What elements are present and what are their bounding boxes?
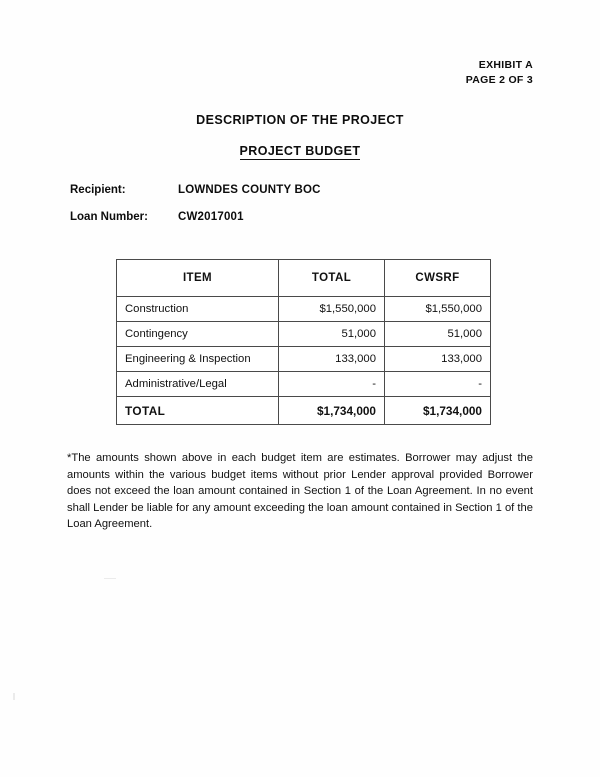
- row-item-label: Contingency: [117, 322, 279, 347]
- loan-number-value: CW2017001: [178, 211, 244, 223]
- column-header-cwsrf: CWSRF: [385, 260, 491, 297]
- loan-number-row: [70, 211, 244, 223]
- page-label: PAGE 2 OF 3: [465, 74, 533, 86]
- total-row-cwsrf-value: $1,734,000: [385, 397, 491, 425]
- table-row: [117, 347, 491, 372]
- row-cwsrf-value: 133,000: [385, 347, 491, 372]
- document-header: [0, 58, 533, 88]
- exhibit-label: EXHIBIT A: [478, 59, 533, 71]
- row-cwsrf-value: 51,000: [385, 322, 491, 347]
- row-cwsrf-value: -: [385, 372, 491, 397]
- column-header-item: ITEM: [117, 260, 279, 297]
- page-subtitle: [0, 144, 600, 158]
- row-total-value: 51,000: [279, 322, 385, 347]
- total-row-total-value: $1,734,000: [279, 397, 385, 425]
- table-row: [117, 297, 491, 322]
- table-row: [117, 322, 491, 347]
- project-budget-table: [116, 259, 491, 425]
- total-row-label: TOTAL: [117, 397, 279, 425]
- recipient-row: [70, 184, 321, 196]
- recipient-value: LOWNDES COUNTY BOC: [178, 184, 321, 196]
- page-subtitle-text: PROJECT BUDGET: [239, 144, 361, 158]
- row-cwsrf-value: $1,550,000: [385, 297, 491, 322]
- scan-artifact: [13, 693, 15, 700]
- scan-artifact: [104, 578, 116, 579]
- row-item-label: Administrative/Legal: [117, 372, 279, 397]
- row-item-label: Engineering & Inspection: [117, 347, 279, 372]
- row-item-label: Construction: [117, 297, 279, 322]
- recipient-label: Recipient:: [70, 184, 126, 196]
- table-row: [117, 372, 491, 397]
- table-header-row: [117, 260, 491, 297]
- row-total-value: -: [279, 372, 385, 397]
- page-title: DESCRIPTION OF THE PROJECT: [196, 113, 404, 127]
- row-total-value: 133,000: [279, 347, 385, 372]
- budget-footnote: *The amounts shown above in each budget item are estimates. Borrower may adjust the amounts within the various budget items without prior Lender approval provided Borrower does not exceed the loan amount contained in Section 1 of the Loan Agreement. In no event shall Lender be liable for any amount exceeding the loan amount contained in Section 1 of the Loan Agreement.: [67, 452, 533, 530]
- table-total-row: [117, 397, 491, 425]
- column-header-total: TOTAL: [279, 260, 385, 297]
- row-total-value: $1,550,000: [279, 297, 385, 322]
- loan-number-label: Loan Number:: [70, 211, 148, 223]
